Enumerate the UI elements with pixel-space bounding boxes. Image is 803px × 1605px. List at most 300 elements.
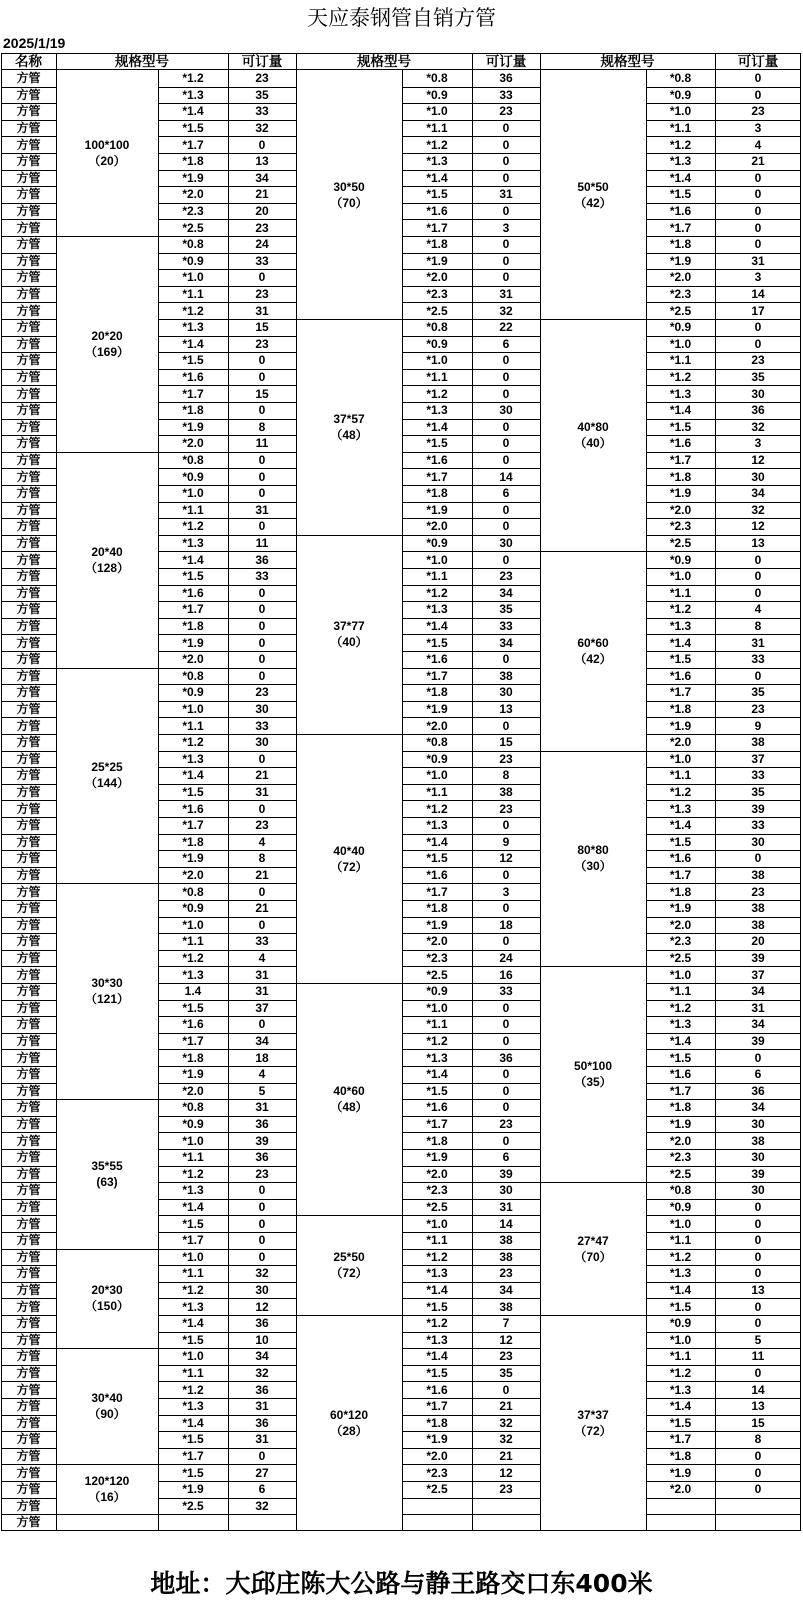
- thickness-cell: *2.3: [426, 1183, 448, 1198]
- thickness-cell: *1.9: [182, 419, 204, 434]
- thickness-cell: *1.3: [426, 1332, 448, 1347]
- thickness-cell: *1.3: [426, 602, 448, 617]
- thickness-cell: *2.0: [669, 270, 692, 285]
- quantity-cell: 0: [502, 453, 510, 468]
- thickness-cell: *1.3: [182, 1399, 204, 1414]
- quantity-cell: 23: [499, 801, 513, 816]
- thickness-cell: *1.5: [182, 1216, 204, 1231]
- spec-count: （20）: [88, 154, 126, 168]
- name-row-line: [1, 385, 56, 386]
- name-cell: 方管: [16, 901, 41, 916]
- name-cell: 方管: [16, 967, 41, 982]
- name-cell: 方管: [16, 1000, 41, 1015]
- row-line: [646, 1282, 801, 1283]
- thickness-cell: *2.3: [182, 204, 204, 219]
- row-line: [158, 701, 296, 702]
- quantity-cell: 0: [258, 1017, 266, 1032]
- row-line: [402, 1033, 540, 1034]
- row-line: [158, 219, 296, 220]
- group-divider: [296, 319, 540, 320]
- quantity-cell: 0: [502, 353, 510, 368]
- quantity-cell: 30: [499, 685, 513, 700]
- thickness-cell: *1.7: [182, 1034, 204, 1049]
- thickness-cell: *1.0: [182, 1249, 204, 1264]
- row-line: [646, 1099, 801, 1100]
- name-cell: 方管: [16, 370, 41, 385]
- thickness-cell: *1.4: [182, 1415, 204, 1430]
- spec-block: [56, 1099, 158, 1248]
- thickness-cell: *1.1: [182, 1366, 204, 1381]
- row-line: [646, 435, 801, 436]
- quantity-cell: 21: [255, 768, 269, 783]
- quantity-cell: 34: [499, 585, 513, 600]
- row-line: [402, 136, 540, 137]
- quantity-cell: 14: [751, 287, 765, 302]
- name-row-line: [1, 1332, 56, 1333]
- row-line: [402, 502, 540, 503]
- thickness-cell: *1.5: [426, 187, 448, 202]
- header-column-line: [296, 53, 297, 70]
- report-date: 2025/1/19: [3, 35, 66, 51]
- quantity-cell: 23: [255, 287, 269, 302]
- row-line: [646, 1132, 801, 1133]
- quantity-cell: 0: [754, 320, 762, 335]
- name-row-line: [1, 1481, 56, 1482]
- name-row-line: [1, 419, 56, 420]
- thickness-cell: *0.9: [669, 87, 692, 102]
- thickness-cell: *1.8: [426, 685, 448, 700]
- row-line: [646, 253, 801, 254]
- row-line: [402, 767, 540, 768]
- quantity-cell: 0: [502, 519, 510, 534]
- thickness-cell: *0.8: [669, 1183, 692, 1198]
- group-divider: [540, 1315, 801, 1316]
- thickness-cell: *1.7: [182, 1449, 204, 1464]
- row-line: [402, 1000, 540, 1001]
- row-line: [158, 468, 296, 469]
- row-line: [646, 1149, 801, 1150]
- name-cell: 方管: [16, 602, 41, 617]
- quantity-cell: 0: [754, 668, 762, 683]
- row-line: [158, 286, 296, 287]
- quantity-cell: 36: [255, 1316, 269, 1331]
- quantity-cell: 0: [754, 1465, 762, 1480]
- quantity-cell: 24: [499, 951, 513, 966]
- row-line: [158, 950, 296, 951]
- thickness-cell: *1.1: [182, 934, 204, 949]
- quantity-cell: 12: [751, 453, 765, 468]
- row-line: [646, 1066, 801, 1067]
- quantity-cell: 34: [499, 635, 513, 650]
- thickness-cell: *1.6: [426, 1100, 448, 1115]
- quantity-cell: 30: [751, 1117, 765, 1132]
- name-row-line: [1, 1464, 56, 1465]
- row-line: [646, 336, 801, 337]
- quantity-cell: 38: [499, 1249, 513, 1264]
- name-row-line: [1, 153, 56, 154]
- spec-block: [56, 1464, 158, 1514]
- row-line: [158, 319, 296, 320]
- thickness-cell: *1.9: [669, 901, 692, 916]
- name-cell: 方管: [16, 1266, 41, 1281]
- quantity-cell: 0: [258, 519, 266, 534]
- row-line: [158, 1132, 296, 1133]
- spec-count: （40）: [330, 635, 368, 650]
- quantity-cell: 31: [255, 303, 269, 318]
- spec-count: （42）: [574, 195, 612, 210]
- row-line: [646, 717, 801, 718]
- quantity-cell: 39: [751, 801, 765, 816]
- thickness-cell: *1.0: [669, 569, 692, 584]
- thickness-cell: *1.2: [669, 1249, 692, 1264]
- name-row-line: [1, 1398, 56, 1399]
- quantity-cell: 32: [255, 1266, 269, 1281]
- name-row-line: [1, 468, 56, 469]
- thickness-cell: *1.7: [669, 1083, 692, 1098]
- quantity-cell: 0: [754, 220, 762, 235]
- quantity-cell: 38: [499, 1233, 513, 1248]
- name-cell: 方管: [16, 121, 41, 136]
- spec-block: [56, 883, 158, 1099]
- thickness-cell: *1.1: [426, 785, 448, 800]
- thickness-cell: *1.4: [669, 403, 692, 418]
- row-line: [158, 601, 296, 602]
- spec-count: （144）: [84, 776, 130, 791]
- thickness-cell: *0.8: [426, 320, 448, 335]
- quantity-cell: 31: [255, 967, 269, 982]
- row-line: [646, 170, 801, 171]
- thickness-cell: *1.8: [426, 237, 448, 252]
- table-border-left: [1, 53, 2, 1531]
- row-line: [646, 136, 801, 137]
- name-row-line: [1, 784, 56, 785]
- thickness-cell: *1.4: [669, 635, 692, 650]
- group-divider: [296, 1215, 540, 1216]
- spec-size: 100*100: [84, 138, 130, 152]
- quantity-cell: 0: [502, 552, 510, 567]
- name-row-line: [1, 1215, 56, 1216]
- thickness-cell: *0.9: [669, 552, 692, 567]
- row-line: [646, 933, 801, 934]
- quantity-cell: 4: [258, 951, 266, 966]
- row-line: [402, 402, 540, 403]
- quantity-cell: 30: [751, 469, 765, 484]
- name-row-line: [1, 1099, 56, 1100]
- row-line: [158, 1182, 296, 1183]
- spec-size: 25*50: [333, 1250, 365, 1265]
- quantity-cell: 0: [754, 1449, 762, 1464]
- thickness-cell: *2.5: [426, 303, 448, 318]
- row-line: [158, 203, 296, 204]
- quantity-cell: 30: [499, 1183, 513, 1198]
- name-cell: 方管: [16, 884, 41, 899]
- quantity-cell: 18: [499, 917, 513, 932]
- row-line: [158, 170, 296, 171]
- quantity-cell: 0: [754, 1482, 762, 1497]
- quantity-cell: 0: [754, 1366, 762, 1381]
- name-row-line: [1, 551, 56, 552]
- quantity-cell: 37: [751, 967, 765, 982]
- row-line: [402, 917, 540, 918]
- quantity-cell: 0: [754, 1266, 762, 1281]
- spec-block: [296, 319, 402, 535]
- row-line: [402, 518, 540, 519]
- name-row-line: [1, 170, 56, 171]
- name-row-line: [1, 120, 56, 121]
- quantity-cell: 0: [502, 386, 510, 401]
- thickness-cell: *0.9: [182, 1117, 204, 1132]
- row-line: [158, 966, 296, 967]
- quantity-cell: 0: [754, 569, 762, 584]
- thickness-cell: *1.2: [669, 1366, 692, 1381]
- quantity-cell: 31: [255, 502, 269, 517]
- name-row-line: [1, 734, 56, 735]
- row-line: [646, 618, 801, 619]
- row-line: [646, 153, 801, 154]
- thickness-cell: *0.8: [182, 1100, 204, 1115]
- quantity-cell: 0: [502, 502, 510, 517]
- group-divider: [56, 1099, 296, 1100]
- quantity-cell: 37: [751, 751, 765, 766]
- row-line: [158, 1149, 296, 1150]
- quantity-cell: 39: [751, 1166, 765, 1181]
- thickness-cell: *1.2: [669, 1000, 692, 1015]
- thickness-cell: *1.8: [426, 901, 448, 916]
- row-line: [158, 369, 296, 370]
- quantity-cell: 0: [258, 635, 266, 650]
- thickness-cell: *1.7: [669, 453, 692, 468]
- name-cell: 方管: [16, 668, 41, 683]
- row-line: [402, 419, 540, 420]
- name-row-line: [1, 1415, 56, 1416]
- row-line: [402, 253, 540, 254]
- name-cell: 方管: [16, 735, 41, 750]
- name-row-line: [1, 302, 56, 303]
- quantity-cell: 30: [255, 735, 269, 750]
- name-row-line: [1, 751, 56, 752]
- quantity-cell: 16: [499, 967, 513, 982]
- spec-size: 120*120: [84, 1474, 130, 1489]
- name-row-line: [1, 219, 56, 220]
- row-line: [158, 1000, 296, 1001]
- quantity-cell: 21: [255, 901, 269, 916]
- quantity-cell: 34: [751, 1100, 765, 1115]
- quantity-cell: 23: [255, 336, 269, 351]
- row-line: [158, 933, 296, 934]
- row-line: [646, 867, 801, 868]
- thickness-cell: *2.0: [182, 436, 204, 451]
- quantity-cell: 4: [258, 1067, 266, 1082]
- quantity-cell: 13: [751, 1283, 765, 1298]
- row-line: [402, 269, 540, 270]
- row-line: [646, 1448, 801, 1449]
- spec-size: 35*55: [91, 1158, 123, 1173]
- thickness-cell: *1.1: [669, 353, 692, 368]
- name-row-line: [1, 850, 56, 851]
- thickness-cell: *1.8: [182, 619, 204, 634]
- quantity-cell: 35: [499, 1366, 513, 1381]
- table-border-top: [1, 53, 801, 54]
- thickness-cell: *1.9: [182, 851, 204, 866]
- thickness-cell: *1.3: [426, 1266, 448, 1281]
- quantity-cell: 0: [754, 87, 762, 102]
- spec-count: （16）: [88, 1490, 126, 1505]
- row-line: [402, 1332, 540, 1333]
- quantity-cell: 0: [502, 253, 510, 268]
- quantity-cell: 32: [255, 1498, 269, 1513]
- quantity-cell: 33: [255, 569, 269, 584]
- spec-size: 37*37: [577, 1407, 609, 1422]
- name-cell: 方管: [16, 1332, 41, 1347]
- name-cell: 方管: [16, 270, 41, 285]
- row-line: [402, 1249, 540, 1250]
- spec-size: 25*25: [91, 760, 123, 775]
- row-line: [646, 817, 801, 818]
- thickness-cell: *1.3: [182, 1299, 204, 1314]
- quantity-cell: 0: [258, 1183, 266, 1198]
- quantity-cell: 23: [751, 702, 765, 717]
- header-column-line: [715, 53, 716, 70]
- row-line: [402, 601, 540, 602]
- name-row-line: [1, 1182, 56, 1183]
- thickness-cell: *1.2: [426, 1316, 448, 1331]
- quantity-cell: 0: [502, 934, 510, 949]
- name-cell: 方管: [16, 768, 41, 783]
- quantity-cell: 0: [502, 154, 510, 169]
- thickness-cell: *1.3: [182, 87, 204, 102]
- thickness-cell: *1.0: [426, 353, 448, 368]
- name-cell: 方管: [16, 1283, 41, 1298]
- quantity-cell: [472, 1498, 540, 1515]
- row-line: [158, 87, 296, 88]
- thickness-cell: *1.6: [182, 801, 204, 816]
- quantity-cell: 0: [502, 1034, 510, 1049]
- thickness-cell: *1.1: [426, 569, 448, 584]
- name-cell: 方管: [16, 585, 41, 600]
- thickness-cell: *1.8: [426, 1415, 448, 1430]
- quantity-cell: [715, 1498, 801, 1515]
- spec-count: （72）: [574, 1423, 612, 1438]
- row-line: [402, 286, 540, 287]
- quantity-cell: 0: [258, 1200, 266, 1215]
- quantity-cell: 0: [502, 818, 510, 833]
- quantity-cell: 23: [255, 1166, 269, 1181]
- row-line: [646, 1049, 801, 1050]
- name-row-line: [1, 1498, 56, 1499]
- name-cell: 方管: [16, 1233, 41, 1248]
- row-line: [158, 867, 296, 868]
- thickness-cell: *1.2: [182, 303, 204, 318]
- spec-size: 37*77: [333, 619, 365, 634]
- thickness-cell: *2.3: [669, 287, 692, 302]
- name-cell: 方管: [16, 253, 41, 268]
- spec-count: （40）: [574, 436, 612, 451]
- row-line: [646, 684, 801, 685]
- row-line: [158, 120, 296, 121]
- quantity-cell: 30: [499, 536, 513, 551]
- spec-count: （48）: [330, 1100, 368, 1115]
- thickness-cell: *1.7: [426, 668, 448, 683]
- group-divider: [56, 452, 296, 453]
- thickness-cell: *1.2: [426, 585, 448, 600]
- quantity-cell: 38: [499, 1299, 513, 1314]
- name-row-line: [1, 402, 56, 403]
- row-line: [402, 1348, 540, 1349]
- quantity-cell: 31: [255, 984, 269, 999]
- row-line: [402, 668, 540, 669]
- row-line: [402, 219, 540, 220]
- spec-count: (63): [96, 1174, 118, 1189]
- name-cell: 方管: [16, 154, 41, 169]
- thickness-cell: *0.9: [669, 320, 692, 335]
- group-divider: [296, 1315, 540, 1316]
- thickness-cell: *1.5: [669, 419, 692, 434]
- name-row-line: [1, 701, 56, 702]
- row-line: [646, 1365, 801, 1366]
- row-line: [646, 834, 801, 835]
- quantity-cell: 33: [255, 934, 269, 949]
- row-line: [402, 717, 540, 718]
- row-line: [158, 651, 296, 652]
- quantity-cell: 3: [754, 270, 762, 285]
- row-line: [158, 1215, 296, 1216]
- name-row-line: [1, 1282, 56, 1283]
- row-line: [646, 103, 801, 104]
- name-cell: 方管: [16, 1067, 41, 1082]
- row-line: [402, 352, 540, 353]
- quantity-cell: 0: [754, 170, 762, 185]
- thickness-cell: *1.9: [182, 170, 204, 185]
- thickness-cell: *1.2: [182, 71, 204, 86]
- page-title: 天应泰钢管自销方管: [307, 6, 496, 30]
- row-line: [158, 269, 296, 270]
- quantity-cell: 31: [751, 1000, 765, 1015]
- quantity-cell: 0: [502, 652, 510, 667]
- row-line: [158, 502, 296, 503]
- quantity-cell: 34: [499, 1283, 513, 1298]
- name-cell: 方管: [16, 1399, 41, 1414]
- name-cell: 方管: [16, 1249, 41, 1264]
- quantity-cell: 8: [502, 768, 510, 783]
- row-line: [646, 87, 801, 88]
- thickness-cell: *1.2: [426, 1249, 448, 1264]
- thickness-cell: *1.9: [182, 1482, 204, 1497]
- header-column-line: [56, 53, 57, 70]
- quantity-cell: 34: [751, 1017, 765, 1032]
- name-row-line: [1, 933, 56, 934]
- spec-block: [56, 668, 158, 884]
- thickness-cell: *2.0: [669, 1133, 692, 1148]
- row-line: [158, 1066, 296, 1067]
- name-cell: 方管: [16, 469, 41, 484]
- quantity-cell: 39: [751, 951, 765, 966]
- name-row-line: [1, 336, 56, 337]
- quantity-cell: 31: [499, 1200, 513, 1215]
- row-line: [402, 1066, 540, 1067]
- quantity-cell: 0: [258, 801, 266, 816]
- row-line: [402, 950, 540, 951]
- quantity-cell: 33: [255, 253, 269, 268]
- quantity-cell: 33: [751, 768, 765, 783]
- name-cell: 方管: [16, 801, 41, 816]
- quantity-cell: 3: [754, 121, 762, 136]
- row-line: [158, 485, 296, 486]
- row-line: [158, 1431, 296, 1432]
- name-cell: 方管: [16, 619, 41, 634]
- quantity-cell: 22: [499, 320, 513, 335]
- row-line: [158, 1415, 296, 1416]
- thickness-cell: *0.8: [182, 884, 204, 899]
